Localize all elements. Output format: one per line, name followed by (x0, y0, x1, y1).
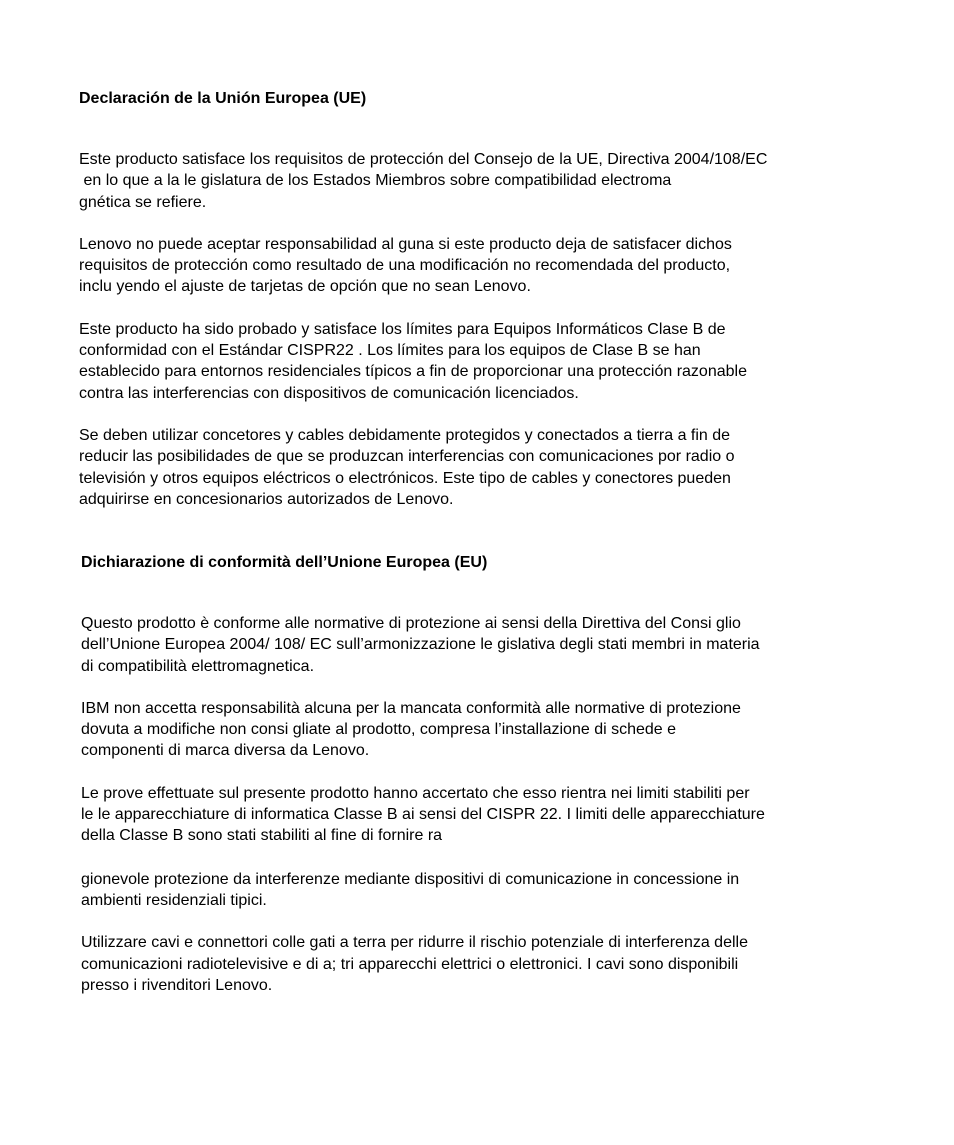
paragraph (81, 698, 881, 762)
section-heading: Declaración de la Unión Europea (UE) (79, 90, 367, 107)
paragraph (81, 869, 881, 912)
text-line: conformidad con el Estándar CISPR22 . Los límites para los equipos de Clase B se han (79, 342, 701, 360)
section-spanish-declaration (79, 89, 879, 510)
text-line: ambienti residenziali tipici. (81, 891, 267, 909)
text-line: comunicazioni radiotelevisive e di a; tri apparecchi elettrici o elettronici. I cavi sono disponibili (81, 955, 739, 973)
text-line: dell’Unione Europea 2004/ 108/ EC sull’armonizzazione le gislativa degli stati membri in materia (81, 636, 760, 654)
text-line: di compatibilità elettromagnetica. (81, 657, 315, 675)
text-line: Lenovo no puede aceptar responsabilidad al guna si este producto deja de satisfacer dichos (79, 235, 732, 253)
section-italian-declaration (81, 553, 881, 996)
text-line: establecido para entornos residenciales típicos a fin de proporcionar una protección razonable (79, 363, 747, 381)
text-line: Este producto satisface los requisitos de protección del Consejo de la UE, Directiva 2004/108/EC (79, 151, 768, 168)
text-line: requisitos de protección como resultado de una modificación no recomendada del producto, (79, 257, 731, 275)
paragraph (79, 425, 879, 510)
paragraph (79, 149, 879, 213)
text-line: contra las interferencias con dispositivos de comunicación licenciados. (79, 384, 579, 402)
text-line: le le apparecchiature di informatica Classe B ai sensi del CISPR 22. I limiti delle apparecchiature (81, 806, 765, 824)
text-line: inclu yendo el ajuste de tarjetas de opción que no sean Lenovo. (79, 278, 531, 296)
text-line: Questo prodotto è conforme alle normative di protezione ai sensi della Direttiva del Consi glio (81, 615, 741, 632)
text-line: adquirirse en concesionarios autorizados de Lenovo. (79, 490, 454, 508)
text-line: en lo que a la le gislatura de los Estados Miembros sobre compatibilidad electroma (79, 172, 672, 190)
text-line: reducir las posibilidades de que se produzcan interferencias con comunicaciones por radio o (79, 448, 735, 466)
text-line: televisión y otros equipos eléctricos o electrónicos. Este tipo de cables y conectores pueden (79, 469, 731, 487)
text-line: Se deben utilizar concetores y cables debidamente protegidos y conectados a tierra a fin de (79, 426, 731, 444)
section-heading: Dichiarazione di conformità dell’Unione Europea (EU) (81, 554, 488, 571)
text-line: dovuta a modifiche non consi gliate al prodotto, compresa l’installazione di schede e (81, 721, 677, 739)
paragraph (81, 783, 881, 847)
text-line: presso i rivenditori Lenovo. (81, 976, 273, 994)
text-line: della Classe B sono stati stabiliti al fine di fornire ra (81, 827, 443, 845)
paragraph (81, 932, 881, 996)
text-line: Utilizzare cavi e connettori colle gati a terra per ridurre il rischio potenziale di interferenza delle (81, 934, 748, 952)
text-line: IBM non accetta responsabilità alcuna per la mancata conformità alle normative di protezione (81, 699, 741, 717)
text-line: Le prove effettuate sul presente prodotto hanno accertato che esso rientra nei limiti stabiliti per (81, 784, 750, 802)
text-line: componenti di marca diversa da Lenovo. (81, 742, 370, 760)
paragraph (81, 613, 881, 677)
paragraph (79, 234, 879, 298)
paragraph (79, 319, 879, 404)
text-line: gnética se refiere. (79, 193, 207, 211)
text-line: Este producto ha sido probado y satisface los límites para Equipos Informáticos Clase B de (79, 320, 726, 338)
text-line: gionevole protezione da interferenze mediante dispositivi di comunicazione in concessione in (81, 870, 740, 888)
